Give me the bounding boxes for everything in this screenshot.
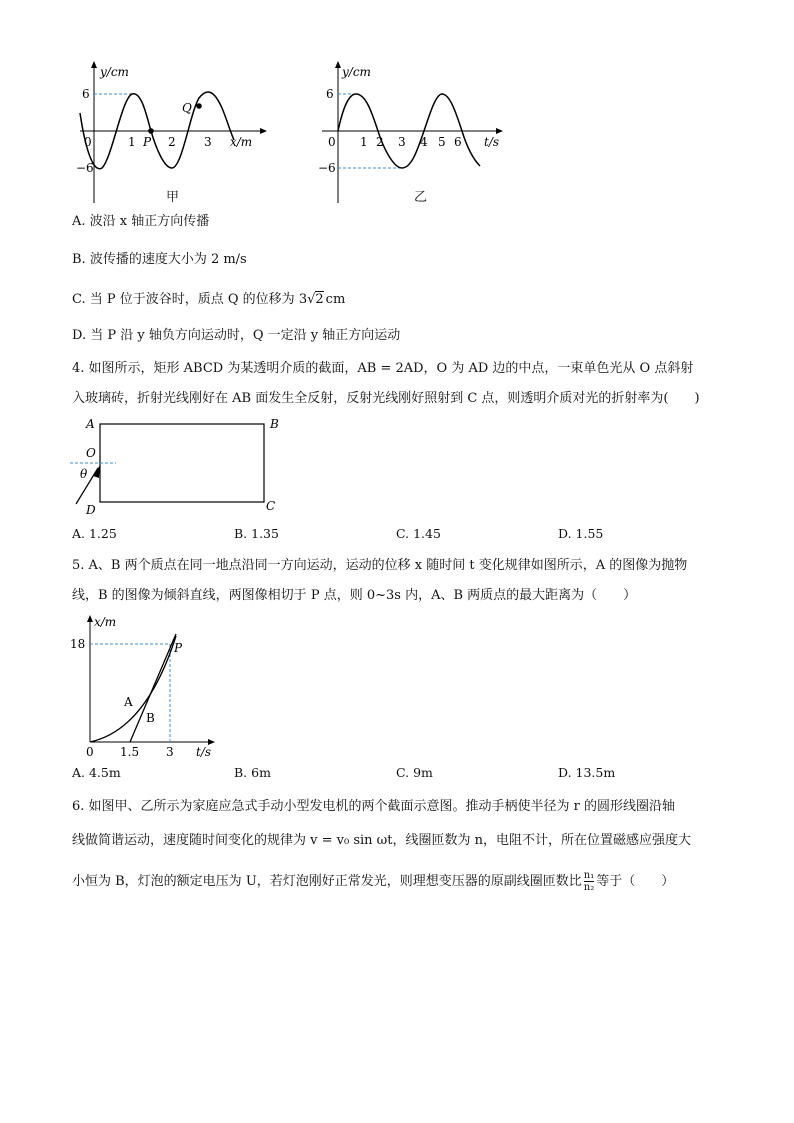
xlabel-yi: t/s bbox=[484, 135, 500, 149]
q6-stem-line1: 6. 如图甲、乙所示为家庭应急式手动小型发电机的两个截面示意图。推动手柄使半径为 r 的圆形线圈沿轴 bbox=[72, 799, 676, 814]
q5-option-c[interactable]: C. 9m bbox=[396, 765, 433, 780]
q5-option-d[interactable]: D. 13.5m bbox=[558, 765, 616, 780]
label-b: B bbox=[270, 417, 279, 431]
point-q-dot bbox=[196, 103, 202, 109]
tick-6-yi: 6 bbox=[326, 87, 334, 101]
label-q-jia: Q bbox=[182, 101, 192, 115]
sqrt-radicand: 2 bbox=[315, 292, 324, 307]
label-p-q5: P bbox=[174, 641, 183, 655]
q4-option-c[interactable]: C. 1.45 bbox=[396, 526, 441, 541]
curve-a bbox=[90, 636, 176, 742]
fraction-denominator: n₂ bbox=[583, 882, 595, 893]
wave-curve-jia bbox=[80, 92, 234, 169]
svg-text:y/cm bbox=[99, 65, 129, 79]
tick-neg6-yi: −6 bbox=[318, 161, 336, 175]
q6-stem-line3 bbox=[72, 870, 674, 893]
q3-option-c-text: C. 当 P 位于波谷时，质点 Q 的位移为 3 bbox=[72, 292, 308, 307]
rectangle-abcd bbox=[100, 424, 264, 502]
caption-jia: 甲 bbox=[166, 190, 180, 205]
q5-stem-line2: 线，B 的图像为倾斜直线，两图像相切于 P 点，则 0~3s 内，A、B 两质点的最大距离为（ ） bbox=[72, 588, 637, 603]
tick-neg6-jia: −6 bbox=[76, 161, 94, 175]
q4-stem-line2: 入玻璃砖，折射光线刚好在 AB 面发生全反射，反射光线刚好照射到 C 点，则透明介质对光的折射率为( ) bbox=[72, 391, 700, 406]
fraction-numerator: n₁ bbox=[583, 870, 595, 881]
q5-xt-graph bbox=[66, 612, 226, 760]
q5-stem-line1: 5. A、B 两个质点在同一地点沿同一方向运动，运动的位移 x 随时间 t 变化规律如图所示，A 的图像为抛物 bbox=[72, 558, 688, 573]
tick-18: 18 bbox=[70, 637, 86, 651]
tick-1-5: 1.5 bbox=[120, 745, 140, 759]
q4-stem-line1: 4. 如图所示，矩形 ABCD 为某透明介质的截面，AB = 2AD，O 为 AD 边的中点，一束单色光从 O 点斜射 bbox=[72, 361, 694, 376]
label-curve-a: A bbox=[124, 695, 133, 709]
q4-option-b[interactable]: B. 1.35 bbox=[234, 526, 279, 541]
tick-0-yi: 0 bbox=[328, 135, 336, 149]
label-c: C bbox=[266, 499, 276, 513]
label-a: A bbox=[86, 417, 95, 431]
label-d: D bbox=[86, 503, 96, 517]
q3-option-a[interactable]: A. 波沿 x 轴正方向传播 bbox=[72, 214, 210, 229]
tick-0-q5: 0 bbox=[86, 745, 94, 759]
q5-option-a[interactable]: A. 4.5m bbox=[72, 765, 121, 780]
tick-t1-yi: 1 bbox=[360, 135, 368, 149]
q4-option-d[interactable]: D. 1.55 bbox=[558, 526, 604, 541]
xlabel-q5: t/s bbox=[196, 745, 212, 759]
tick-2-jia: 2 bbox=[168, 135, 176, 149]
q3-option-b[interactable]: B. 波传播的速度大小为 2 m/s bbox=[72, 252, 247, 267]
q3-option-c[interactable] bbox=[72, 291, 345, 309]
point-p-dot bbox=[148, 128, 154, 134]
caption-yi: 乙 bbox=[414, 190, 428, 205]
ylabel-q5: x/m bbox=[94, 615, 117, 629]
q5-option-b[interactable]: B. 6m bbox=[234, 765, 271, 780]
ratio-fraction bbox=[584, 870, 594, 893]
label-p-jia: P bbox=[143, 135, 152, 149]
q6-line3-prefix: 小恒为 B，灯泡的额定电压为 U，若灯泡刚好正常发光，则理想变压器的原副线圈匝数比 bbox=[72, 874, 582, 889]
q4-option-a[interactable]: A. 1.25 bbox=[72, 526, 117, 541]
q6-stem-line2: 线做简谐运动，速度随时间变化的规律为 v = v₀ sin ωt，线圈匝数为 n，电阻不计，所在位置磁感应强度大 bbox=[72, 833, 691, 848]
tick-3-q5: 3 bbox=[166, 745, 174, 759]
q4-rectangle-diagram bbox=[66, 414, 296, 518]
q3-option-d[interactable]: D. 当 P 沿 y 轴负方向运动时，Q 一定沿 y 轴正方向运动 bbox=[72, 328, 401, 343]
ylabel-yi: y/cm bbox=[342, 65, 371, 79]
tick-t2-yi: 2 bbox=[376, 135, 384, 149]
tick-3-jia: 3 bbox=[204, 135, 212, 149]
label-theta: θ bbox=[80, 467, 88, 481]
tick-t6-yi: 6 bbox=[454, 135, 462, 149]
q3-option-c-unit: cm bbox=[325, 292, 346, 307]
xlabel-jia: x/m bbox=[230, 135, 253, 149]
line-b bbox=[130, 634, 176, 742]
tick-t5-yi: 5 bbox=[438, 135, 446, 149]
ylabel-jia: y/cm bbox=[100, 65, 129, 79]
sqrt-sign: √ bbox=[307, 292, 316, 307]
tick-6-jia: 6 bbox=[82, 87, 90, 101]
label-line-b: B bbox=[146, 711, 155, 725]
q6-line3-suffix: 等于（ ） bbox=[596, 874, 675, 889]
tick-t3-yi: 3 bbox=[398, 135, 406, 149]
tick-t4-yi: 4 bbox=[420, 135, 428, 149]
label-o: O bbox=[86, 446, 96, 460]
tick-0-jia: 0 bbox=[84, 135, 92, 149]
tick-1-jia: 1 bbox=[128, 135, 136, 149]
